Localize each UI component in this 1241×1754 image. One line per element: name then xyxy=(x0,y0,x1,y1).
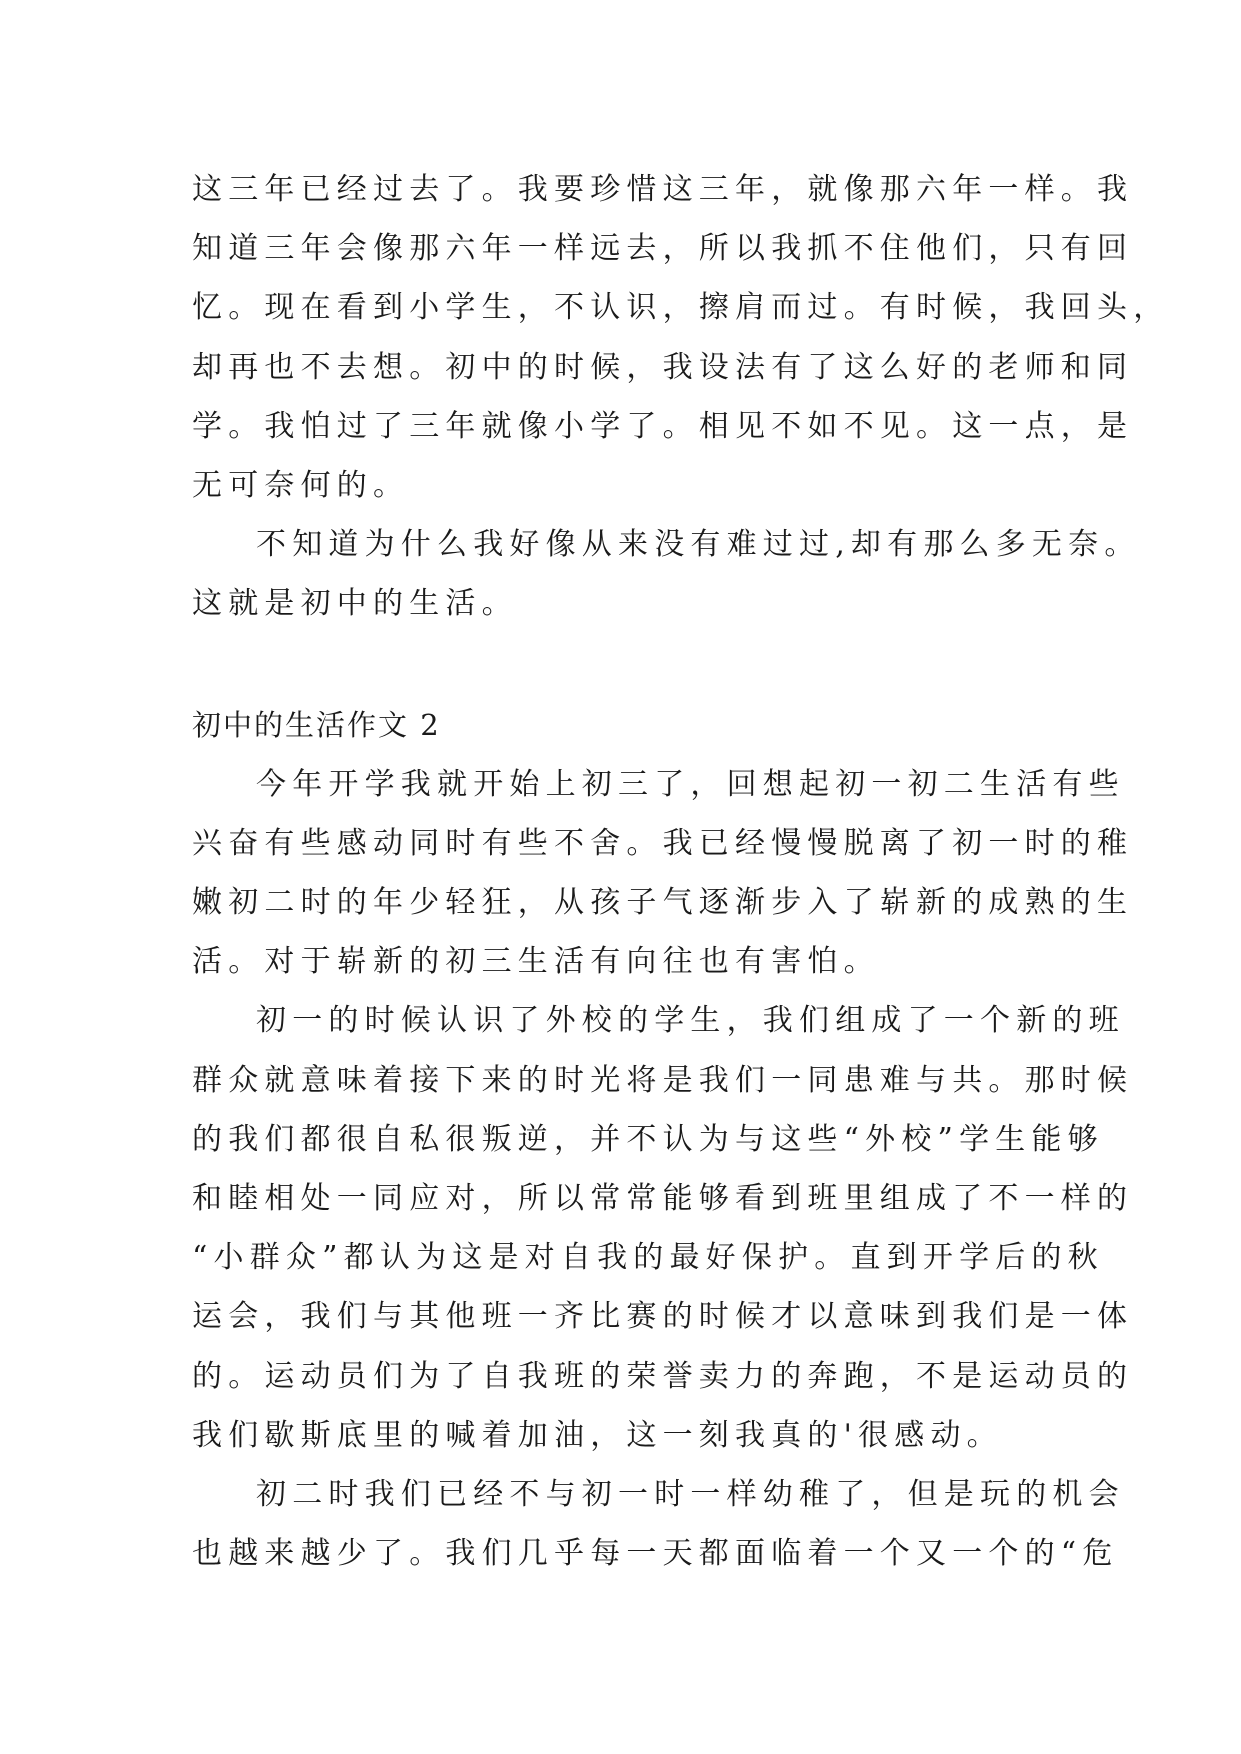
text-line: 知道三年会像那六年一样远去，所以我抓不住他们，只有回 xyxy=(192,231,1134,267)
document-page xyxy=(192,160,1170,1583)
text-line: 忆。现在看到小学生，不认识，擦肩而过。有时候，我回头， xyxy=(192,290,1170,326)
text-line: 这三年已经过去了。我要珍惜这三年，就像那六年一样。我 xyxy=(192,172,1134,207)
text-line: 也越来越少了。我们几乎每一天都面临着一个又一个的“危 xyxy=(192,1536,1119,1572)
text-line: 和睦相处一同应对，所以常常能够看到班里组成了不一样的 xyxy=(192,1181,1134,1216)
section-gap xyxy=(192,634,1052,696)
text-line: “小群众”都认为这是对自我的最好保护。直到开学后的秋 xyxy=(192,1240,1104,1276)
text-line: 我们歇斯底里的喊着加油，这一刻我真的'很感动。 xyxy=(192,1417,1003,1453)
paragraph-5 xyxy=(192,1465,1125,1583)
text-line: 的我们都很自私很叛逆，并不认为与这些“外校”学生能够 xyxy=(192,1121,1104,1157)
text-line: 今年开学我就开始上初三了，回想起初一初二生活有些 xyxy=(256,766,1125,802)
paragraph-2 xyxy=(192,515,1141,633)
text-line: 不知道为什么我好像从来没有难过过,却有那么多无奈。 xyxy=(256,527,1141,563)
paragraph-1 xyxy=(192,160,1170,515)
text-line: 兴奋有些感动同时有些不舍。我已经慢慢脱离了初一时的稚 xyxy=(192,825,1134,861)
text-line: 群众就意味着接下来的时光将是我们一同患难与共。那时候 xyxy=(192,1062,1134,1098)
text-line: 无可奈何的。 xyxy=(192,467,410,503)
paragraph-4 xyxy=(192,991,1134,1465)
paragraph-3 xyxy=(192,755,1134,992)
text-line: 的。运动员们为了自我班的荣誉卖力的奔跑，不是运动员的 xyxy=(192,1358,1134,1394)
text-line: 学。我怕过了三年就像小学了。相见不如不见。这一点，是 xyxy=(192,408,1134,444)
text-line: 初一的时候认识了外校的学生，我们组成了一个新的班 xyxy=(256,1003,1125,1039)
text-line: 嫩初二时的年少轻狂，从孩子气逐渐步入了崭新的成熟的生 xyxy=(192,885,1134,921)
text-line: 活。对于崭新的初三生活有向往也有害怕。 xyxy=(192,944,880,980)
text-line: 运会，我们与其他班一齐比赛的时候才以意味到我们是一体 xyxy=(192,1299,1134,1335)
text-line: 这就是初中的生活。 xyxy=(192,586,518,622)
text-line: 却再也不去想。初中的时候，我设法有了这么好的老师和同 xyxy=(192,349,1134,385)
text-line: 初二时我们已经不与初一时一样幼稚了，但是玩的机会 xyxy=(256,1476,1125,1512)
section-title: 初中的生活作文 2 xyxy=(192,707,441,742)
